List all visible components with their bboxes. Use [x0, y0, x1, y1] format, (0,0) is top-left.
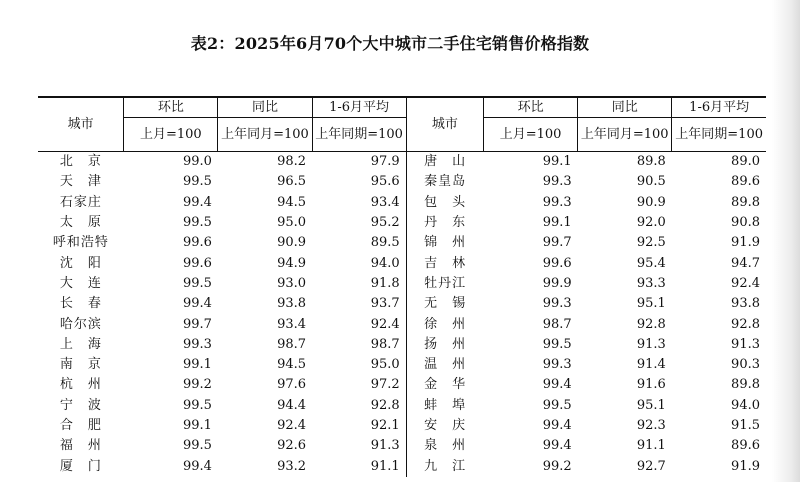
left-city-cell: 福 州	[59, 438, 102, 454]
col-sub-yoy-right: 上年同月=100	[578, 118, 672, 152]
right-avg-cell: 89.6	[731, 174, 760, 190]
right-city-cell: 温 州	[424, 357, 467, 373]
right-city-cell: 锦 州	[424, 235, 467, 251]
table-row	[38, 294, 766, 314]
col-sub-mom-left: 上月=100	[124, 118, 218, 152]
right-mom-cell: 99.4	[542, 418, 572, 433]
col-header-mom-right: 环比	[484, 97, 578, 118]
header-row-2	[38, 118, 766, 152]
right-avg-cell: 89.8	[731, 377, 760, 393]
left-city-cell: 石家庄	[59, 194, 102, 210]
col-header-yoy-left: 同比	[218, 97, 312, 118]
right-avg-cell: 94.0	[731, 397, 760, 413]
right-mom-cell: 99.7	[542, 235, 572, 251]
right-mom-cell: 99.3	[542, 296, 572, 312]
left-avg-cell: 94.0	[312, 253, 406, 273]
right-mom-cell: 99.3	[542, 194, 572, 210]
table-row	[38, 274, 766, 294]
left-city-cell: 大 连	[59, 275, 102, 291]
right-avg-cell: 91.5	[731, 418, 760, 433]
left-city-cell: 沈 阳	[59, 255, 102, 271]
left-mom-cell: 99.1	[182, 357, 212, 373]
right-city-cell: 丹 东	[424, 215, 467, 231]
left-city-cell: 南 京	[59, 357, 102, 373]
left-yoy-cell: 90.9	[277, 235, 307, 251]
left-avg-cell: 93.7	[312, 294, 406, 314]
left-mom-cell: 99.2	[182, 377, 212, 393]
col-header-avg-right: 1-6月平均	[672, 97, 766, 118]
left-city-cell: 北 京	[59, 154, 102, 170]
left-city-cell: 天 津	[59, 174, 102, 190]
table-row	[38, 314, 766, 334]
right-avg-cell: 89.8	[731, 194, 760, 210]
left-city-cell: 厦 门	[59, 458, 102, 474]
right-avg-cell: 91.3	[731, 336, 760, 352]
left-mom-cell: 99.4	[182, 458, 212, 474]
right-yoy-cell: 91.4	[636, 357, 666, 373]
col-header-mom-left: 环比	[124, 97, 218, 118]
right-mom-cell: 99.1	[542, 215, 572, 231]
left-mom-cell: 99.5	[182, 438, 212, 454]
left-avg-cell: 95.2	[312, 213, 406, 233]
price-index-table	[38, 96, 766, 477]
left-yoy-cell: 94.5	[277, 357, 307, 373]
right-city-cell: 九 江	[424, 458, 467, 474]
right-mom-cell: 99.4	[542, 438, 572, 454]
left-avg-cell: 95.0	[312, 355, 406, 375]
left-mom-cell: 99.6	[182, 255, 212, 271]
left-city-cell: 呼和浩特	[52, 235, 109, 251]
right-avg-cell: 89.6	[731, 438, 760, 454]
table-row	[38, 253, 766, 273]
right-avg-cell: 90.3	[731, 357, 760, 373]
right-avg-cell: 94.7	[731, 255, 760, 271]
table-title: 表2：2025年6月70个大中城市二手住宅销售价格指数	[190, 34, 590, 53]
right-mom-cell: 99.3	[542, 357, 572, 373]
page-edge-shadow	[772, 0, 800, 482]
right-yoy-cell: 93.3	[636, 275, 666, 291]
table-body	[38, 152, 766, 477]
left-avg-cell: 95.6	[312, 172, 406, 192]
left-yoy-cell: 92.4	[277, 418, 307, 433]
table-row	[38, 233, 766, 253]
right-yoy-cell: 95.1	[636, 397, 666, 413]
right-yoy-cell: 91.3	[636, 336, 666, 352]
right-yoy-cell: 95.1	[636, 296, 666, 312]
right-yoy-cell: 92.3	[636, 418, 666, 433]
col-header-city-left: 城市	[38, 97, 124, 152]
left-mom-cell: 99.7	[182, 316, 212, 332]
right-avg-cell: 89.0	[731, 154, 760, 170]
left-yoy-cell: 93.2	[277, 458, 307, 474]
right-mom-cell: 99.5	[542, 397, 572, 413]
right-yoy-cell: 92.0	[636, 215, 666, 231]
right-city-cell: 蚌 埠	[424, 397, 467, 413]
table-row	[38, 436, 766, 456]
right-city-cell: 安 庆	[424, 418, 467, 433]
right-yoy-cell: 92.5	[636, 235, 666, 251]
col-header-city-right: 城市	[406, 97, 483, 152]
table-row	[38, 456, 766, 476]
table-row	[38, 416, 766, 436]
left-city-cell: 太 原	[59, 215, 102, 231]
table-row	[38, 213, 766, 233]
left-yoy-cell: 94.5	[277, 194, 307, 210]
left-avg-cell: 92.1	[312, 416, 406, 436]
left-mom-cell: 99.5	[182, 215, 212, 231]
left-yoy-cell: 95.0	[277, 215, 307, 231]
table-row	[38, 375, 766, 395]
right-mom-cell: 99.4	[542, 377, 572, 393]
left-yoy-cell: 97.6	[277, 377, 307, 393]
right-city-cell: 扬 州	[424, 336, 467, 352]
right-avg-cell: 92.4	[731, 275, 760, 291]
right-yoy-cell: 95.4	[636, 255, 666, 271]
table-row	[38, 355, 766, 375]
col-header-avg-left: 1-6月平均	[312, 97, 406, 118]
table-row	[38, 193, 766, 213]
left-avg-cell: 89.5	[312, 233, 406, 253]
table-row	[38, 152, 766, 173]
right-avg-cell: 92.8	[731, 316, 760, 332]
header-row-1	[38, 97, 766, 118]
right-yoy-cell: 91.1	[636, 438, 666, 454]
left-mom-cell: 99.6	[182, 235, 212, 251]
left-mom-cell: 99.5	[182, 275, 212, 291]
right-city-cell: 泉 州	[424, 438, 467, 454]
right-yoy-cell: 92.8	[636, 316, 666, 332]
table-row	[38, 335, 766, 355]
right-city-cell: 徐 州	[424, 316, 467, 332]
col-sub-avg-left: 上年同期=100	[312, 118, 406, 152]
right-yoy-cell: 90.5	[636, 174, 666, 190]
left-mom-cell: 99.0	[182, 154, 212, 170]
right-avg-cell: 90.8	[731, 215, 760, 231]
right-avg-cell: 93.8	[731, 296, 760, 312]
left-yoy-cell: 93.0	[277, 275, 307, 291]
left-city-cell: 杭 州	[59, 377, 102, 393]
right-mom-cell: 99.1	[542, 154, 572, 170]
right-mom-cell: 99.3	[542, 174, 572, 190]
right-mom-cell: 99.9	[542, 275, 572, 291]
left-yoy-cell: 94.4	[277, 397, 307, 413]
col-sub-mom-right: 上月=100	[484, 118, 578, 152]
col-sub-yoy-left: 上年同月=100	[218, 118, 312, 152]
table-row	[38, 172, 766, 192]
right-city-cell: 无 锡	[424, 296, 467, 312]
right-city-cell: 秦皇岛	[424, 174, 467, 190]
left-yoy-cell: 92.6	[277, 438, 307, 454]
left-avg-cell: 93.4	[312, 193, 406, 213]
right-yoy-cell: 91.6	[636, 377, 666, 393]
right-mom-cell: 99.2	[542, 458, 572, 474]
col-header-yoy-right: 同比	[578, 97, 672, 118]
left-yoy-cell: 93.4	[277, 316, 307, 332]
left-yoy-cell: 98.7	[277, 336, 307, 352]
right-city-cell: 金 华	[424, 377, 467, 393]
right-yoy-cell: 90.9	[636, 194, 666, 210]
right-mom-cell: 99.6	[542, 255, 572, 271]
left-mom-cell: 99.5	[182, 174, 212, 190]
left-yoy-cell: 96.5	[277, 174, 307, 190]
left-mom-cell: 99.1	[182, 418, 212, 433]
right-yoy-cell: 89.8	[636, 154, 666, 170]
right-avg-cell: 91.9	[731, 458, 760, 474]
right-city-cell: 唐 山	[424, 154, 467, 170]
left-mom-cell: 99.4	[182, 194, 212, 210]
left-mom-cell: 99.4	[182, 296, 212, 312]
right-yoy-cell: 92.7	[636, 458, 666, 474]
left-mom-cell: 99.3	[182, 336, 212, 352]
left-avg-cell: 97.9	[312, 152, 406, 173]
left-yoy-cell: 94.9	[277, 255, 307, 271]
left-avg-cell: 97.2	[312, 375, 406, 395]
right-city-cell: 牡丹江	[424, 275, 467, 291]
col-sub-avg-right: 上年同期=100	[672, 118, 766, 152]
left-city-cell: 长 春	[59, 296, 102, 312]
left-mom-cell: 99.5	[182, 397, 212, 413]
table-row	[38, 396, 766, 416]
left-city-cell: 上 海	[59, 336, 102, 352]
left-city-cell: 宁 波	[59, 397, 102, 413]
left-city-cell: 合 肥	[59, 418, 102, 433]
right-mom-cell: 98.7	[542, 316, 572, 332]
right-city-cell: 吉 林	[424, 255, 467, 271]
left-avg-cell: 91.1	[312, 456, 406, 476]
left-yoy-cell: 98.2	[277, 154, 307, 170]
right-city-cell: 包 头	[424, 194, 467, 210]
left-yoy-cell: 93.8	[277, 296, 307, 312]
right-mom-cell: 99.5	[542, 336, 572, 352]
left-avg-cell: 92.4	[312, 314, 406, 334]
left-avg-cell: 92.8	[312, 396, 406, 416]
left-city-cell: 哈尔滨	[59, 316, 102, 332]
left-avg-cell: 91.8	[312, 274, 406, 294]
left-avg-cell: 91.3	[312, 436, 406, 456]
left-avg-cell: 98.7	[312, 335, 406, 355]
right-avg-cell: 91.9	[731, 235, 760, 251]
